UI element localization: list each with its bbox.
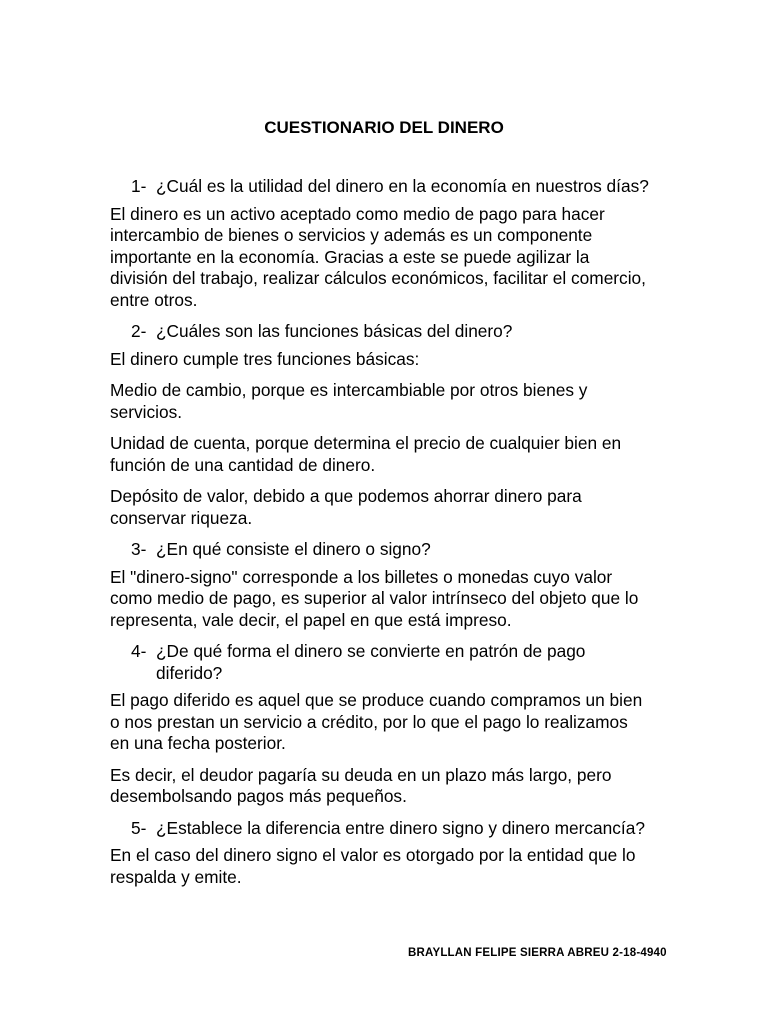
question-text: ¿De qué forma el dinero se convierte en patrón de pago diferido? bbox=[156, 641, 586, 683]
question-item bbox=[110, 539, 650, 561]
question-text: ¿Cuál es la utilidad del dinero en la economía en nuestros días? bbox=[156, 176, 649, 196]
question-text: ¿Cuáles son las funciones básicas del dinero? bbox=[156, 321, 513, 341]
answer-paragraph: Unidad de cuenta, porque determina el precio de cualquier bien en función de una cantidad de dinero. bbox=[110, 433, 622, 475]
answer-paragraph: El "dinero-signo" corresponde a los billetes o monedas cuyo valor como medio de pago, es superior al valor intrínseco del objeto que lo representa, vale decir, el papel en que está impreso. bbox=[110, 566, 639, 630]
answer-paragraph: Depósito de valor, debido a que podemos ahorrar dinero para conservar riqueza. bbox=[110, 486, 582, 528]
document-body bbox=[110, 176, 650, 898]
question-item bbox=[110, 321, 650, 343]
page-title: CUESTIONARIO DEL DINERO bbox=[264, 118, 504, 137]
question-number: 3- bbox=[131, 539, 147, 559]
question-number: 5- bbox=[131, 817, 147, 838]
answer-paragraph: En el caso del dinero signo el valor es otorgado por la entidad que lo respalda y emite. bbox=[110, 845, 636, 887]
question-item bbox=[110, 818, 650, 840]
question-number: 2- bbox=[131, 321, 147, 341]
question-item bbox=[110, 641, 650, 684]
answer-paragraph: Medio de cambio, porque es intercambiable por otros bienes y servicios. bbox=[110, 380, 588, 422]
answer-paragraph: El dinero es un activo aceptado como medio de pago para hacer intercambio de bienes o servicios y además es un componente importante en la economía. Gracias a este se puede agilizar la división del trabajo, realizar cálculos económicos, facilitar el comercio, entre otros. bbox=[110, 203, 646, 310]
question-number: 4- bbox=[131, 641, 147, 661]
question-number: 1- bbox=[131, 176, 147, 196]
question-text: ¿En qué consiste el dinero o signo? bbox=[156, 539, 431, 559]
question-text: ¿Establece la diferencia entre dinero signo y dinero mercancía? bbox=[156, 817, 645, 838]
answer-paragraph: El dinero cumple tres funciones básicas: bbox=[110, 348, 420, 369]
question-item bbox=[110, 176, 650, 198]
answer-paragraph: Es decir, el deudor pagaría su deuda en un plazo más largo, pero desembolsando pagos más pequeños. bbox=[110, 764, 612, 806]
answer-paragraph: El pago diferido es aquel que se produce cuando compramos un bien o nos prestan un servicio a crédito, por lo que el pago lo realizamos en una fecha posterior. bbox=[110, 690, 643, 753]
author-footer: BRAYLLAN FELIPE SIERRA ABREU 2-18-4940 bbox=[408, 947, 667, 959]
